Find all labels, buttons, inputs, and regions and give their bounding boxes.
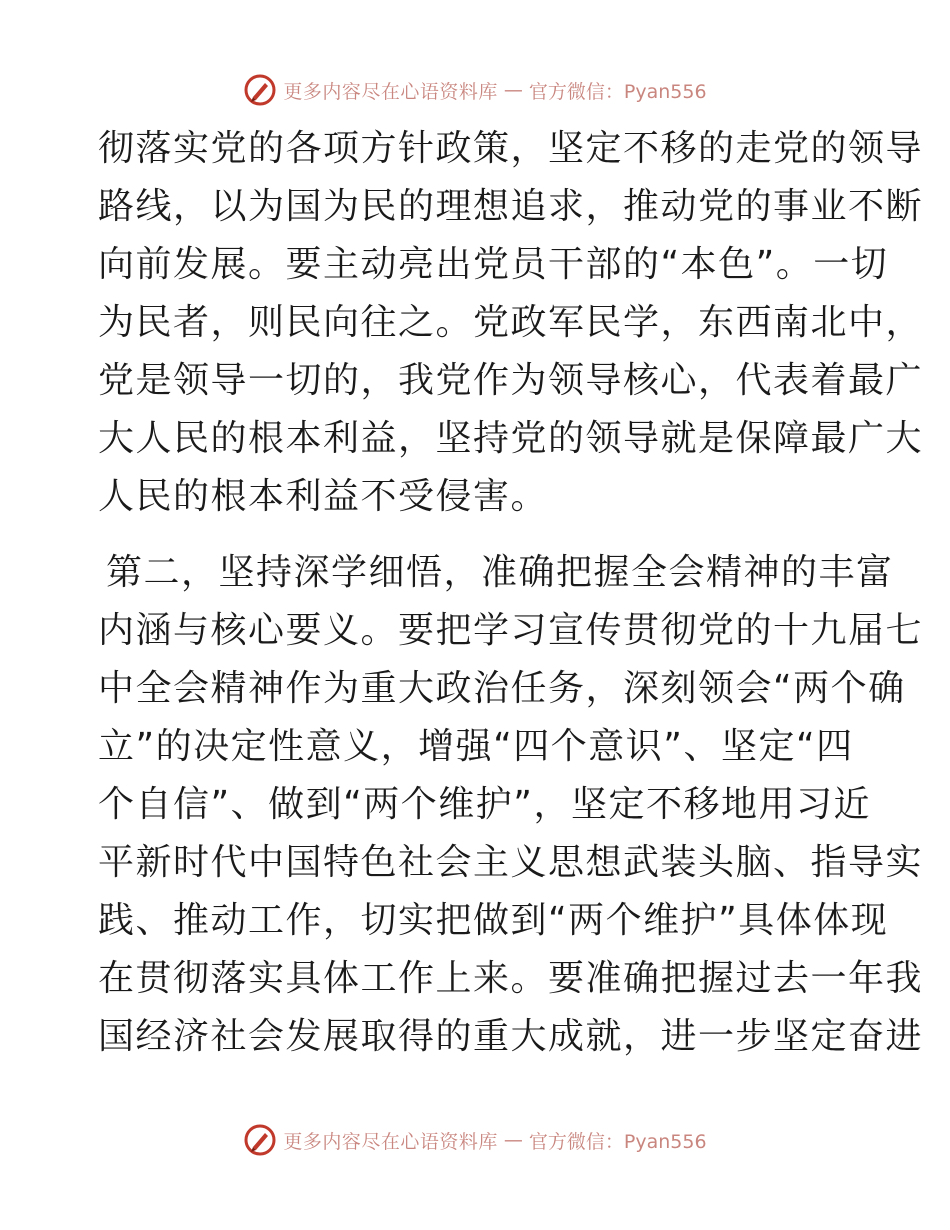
header-wechat-text: 官方微信：Pyan556: [528, 80, 707, 103]
text-line: 在贯彻落实具体工作上来。要准确把握过去一年我: [98, 958, 924, 999]
text-line: 践、推动工作，切实把做到“两个维护”具体体现: [98, 900, 889, 941]
footer-wechat-text: 官方微信：Pyan556: [528, 1130, 707, 1153]
text-line: 个自信”、做到“两个维护”，坚定不移地用习近: [98, 784, 871, 825]
footer-banner-content: [243, 1123, 706, 1157]
paragraph-2: [98, 544, 924, 1066]
paragraph-gap: [98, 526, 850, 544]
text-line: 彻落实党的各项方针政策，坚定不移的走党的领导: [98, 128, 924, 169]
text-line: 向前发展。要主动亮出党员干部的“本色”。一切: [98, 244, 889, 285]
header-banner-content: [243, 73, 706, 107]
text-line: 第二，坚持深学细悟，准确把握全会精神的丰富: [106, 552, 894, 593]
text-line: 中全会精神作为重大政治任务，深刻领会“两个确: [98, 668, 906, 709]
text-line: 路线，以为国为民的理想追求，推动党的事业不断: [98, 186, 924, 227]
text-line: 立”的决定性意义，增强“四个意识”、坚定“四: [98, 726, 854, 767]
header-site-text: 更多内容尽在心语资料库: [283, 80, 498, 103]
footer-site-text: 更多内容尽在心语资料库: [283, 1130, 498, 1153]
document-body: [98, 120, 924, 1066]
text-line: 人民的根本利益不受侵害。: [98, 476, 549, 517]
header-banner: [0, 70, 950, 110]
text-line: 为民者，则民向往之。党政军民学，东西南北中，: [98, 302, 924, 343]
footer-separator: —: [503, 1129, 523, 1151]
text-line: 平新时代中国特色社会主义思想武装头脑、指导实: [98, 842, 924, 883]
text-line: 党是领导一切的，我党作为领导核心，代表着最广: [98, 360, 924, 401]
text-line: 内涵与核心要义。要把学习宣传贯彻党的十九届七: [98, 610, 924, 651]
pen-logo-icon: [243, 1123, 277, 1157]
pen-logo-icon: [243, 73, 277, 107]
paragraph-1: [98, 120, 924, 526]
header-separator: —: [503, 79, 523, 101]
text-line: 大人民的根本利益，坚持党的领导就是保障最广大: [98, 418, 924, 459]
footer-banner: [0, 1120, 950, 1160]
text-line: 国经济社会发展取得的重大成就，进一步坚定奋进: [98, 1016, 924, 1057]
